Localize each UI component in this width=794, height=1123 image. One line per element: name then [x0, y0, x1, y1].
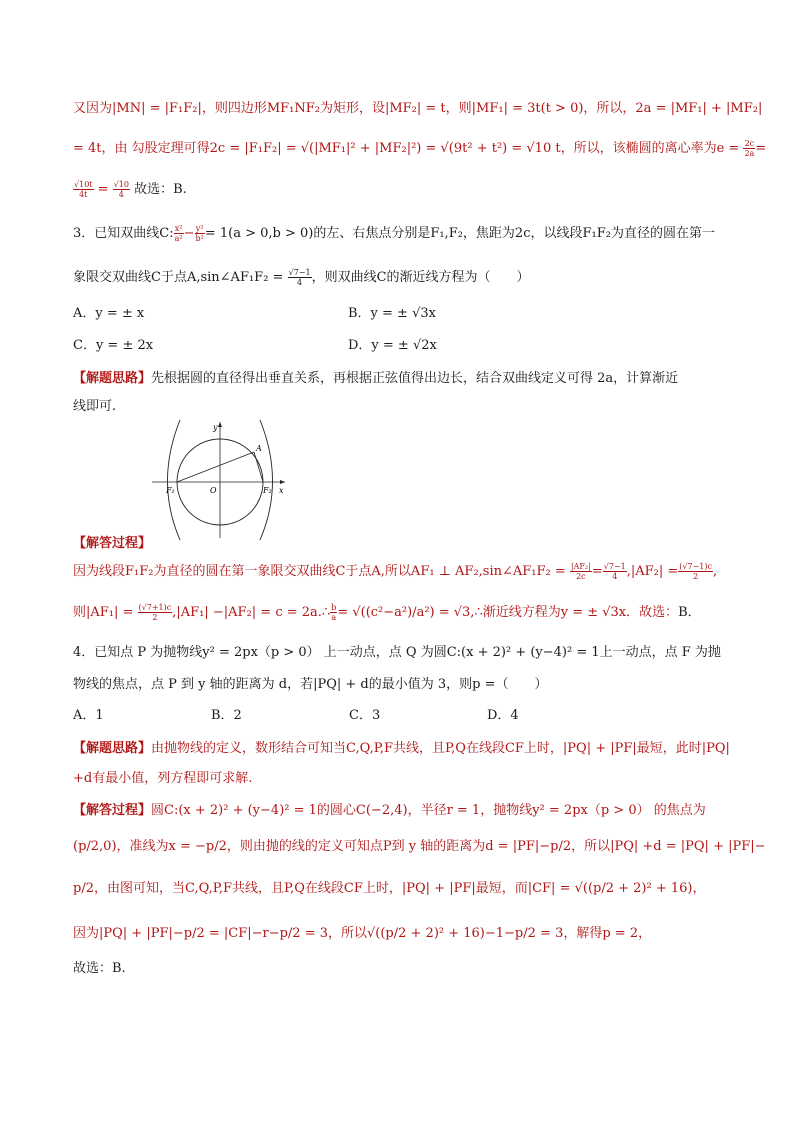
- eccentricity-fraction: [743, 139, 755, 158]
- sol-text: ,|AF₂| =: [626, 564, 679, 579]
- q3-option-a: A．y = ± x: [73, 306, 145, 321]
- q3-stem-2: [73, 268, 530, 287]
- frac-den: 4t: [79, 190, 88, 199]
- frac-den: 4: [297, 278, 303, 287]
- segment-F1A: [177, 452, 254, 482]
- q3-answer: B．: [678, 605, 701, 620]
- frac-af2-value: [678, 562, 713, 581]
- q3-analysis-line-2: 线即可.: [73, 399, 117, 414]
- q4-solution-line-2: (p/2,0)，准线为x = −p/2，则由抛的线的定义可知点P到 y 轴的距离为d = |PF|−p/2，所以|PQ| +d = |PQ| + |PF|−: [73, 839, 766, 854]
- hyperbola-circle-figure: [150, 418, 290, 540]
- analysis-label: 【解题思路】: [73, 741, 152, 756]
- q3-sin-fraction: [288, 268, 312, 287]
- segment-AF2: [254, 452, 263, 482]
- frac-den: 4: [118, 190, 124, 199]
- sol-text: = √((c²−a²)/a²) = √3,∴渐近线方程为y = ± √3x．故选：: [337, 605, 679, 620]
- frac-den: 2c: [576, 572, 586, 581]
- frac-sqrt10-4: [113, 180, 130, 199]
- p2-line-2: = 4t，由 勾股定理可得2c = |F₁F₂| = √(|MF₁|² + |MF₂|²) = √(9t² + t²) = √10 t，所以，该椭圆的离心率为e = $\frac{2c}{2a}$ =: [73, 139, 767, 158]
- analysis-label: 【解题思路】: [73, 371, 152, 386]
- frac-den: 2a: [744, 149, 755, 158]
- x-axis-arrow: [280, 480, 285, 484]
- q3-stem-suffix: = 1(a > 0,b > 0)的左、右焦点分别是F₁,F₂，焦距为2c，以线段F₁F₂为直径的圆在第一: [204, 226, 715, 241]
- frac-den: 2: [152, 613, 158, 622]
- sol-text: ,|AF₁| −|AF₂| = c = 2a.∴: [172, 605, 331, 620]
- frac-num: √10t: [74, 180, 93, 189]
- sol-text: 圆C:(x + 2)² + (y−4)² = 1的圆心C(−2,4)，半径r = 1，抛物线y² = 2px（p > 0） 的焦点为: [151, 803, 706, 818]
- frac-den: 2: [693, 572, 699, 581]
- frac-den: a: [331, 613, 337, 622]
- q3-stem-prefix: 3．已知双曲线C:: [73, 226, 174, 241]
- label-x: x: [279, 486, 284, 495]
- q3-frac-x: [174, 224, 184, 243]
- q3-frac-y: [195, 224, 205, 243]
- hyperbola-right-branch: [260, 420, 273, 540]
- frac-num: y²: [195, 224, 204, 233]
- q3-solution-line-2: [73, 603, 701, 622]
- frac-sqrt10t-4t: [73, 180, 94, 199]
- frac-num: x²: [174, 224, 183, 233]
- q3-analysis-line-1: [73, 370, 678, 388]
- q4-stem-2: 物线的焦点，点 P 到 y 轴的距离为 d，若|PQ| + d的最小值为 3，则p =（ ）: [73, 677, 548, 692]
- label-O: O: [210, 486, 217, 495]
- q4-analysis-line-2: +d有最小值，列方程即可求解.: [73, 771, 253, 786]
- frac-den: b²: [195, 234, 204, 243]
- label-F2: F₂: [263, 486, 272, 495]
- q4-analysis-line-1: [73, 740, 730, 758]
- q3-option-d: D．y = ± √2x: [348, 338, 437, 353]
- analysis-text: 由抛物线的定义，数形结合可知当C,Q,P,F共线，且P,Q在线段CF上时，|PQ| + |PF|最短，此时|PQ|: [151, 741, 730, 756]
- frac-num: |AF₂|: [570, 562, 591, 571]
- q4-stem-1: 4．已知点 P 为抛物线y² = 2px（p > 0） 上一动点，点 Q 为圆C:(x + 2)² + (y−4)² = 1上一动点，点 F 为抛: [73, 645, 721, 660]
- q3-option-b: B．y = ± √3x: [348, 306, 436, 321]
- q3-solution-label: 【解答过程】: [73, 536, 152, 551]
- sol-text: =: [591, 564, 603, 579]
- sol-text: 则|AF₁| =: [73, 605, 134, 620]
- label-A: A: [256, 444, 262, 453]
- p2-line-2-text: = 4t，由 勾股定理可得2c = |F₁F₂| = √(|MF₁|² + |MF₂|²) = √(9t² + t²) = √10 t，所以，该椭圆的离心率为e =: [73, 141, 740, 156]
- frac-num: b: [331, 603, 337, 612]
- sol-text: ,: [712, 564, 718, 579]
- frac-num: √10: [113, 180, 129, 189]
- p2-line-1: 又因为|MN| = |F₁F₂|，则四边形MF₁NF₂为矩形，设|MF₂| = t，则|MF₁| = 3t(t > 0)，所以，2a = |MF₁| + |MF₂|: [73, 101, 763, 116]
- q4-option-a: A．1: [73, 708, 104, 723]
- q3-stem-1: 3．已知双曲线C: $\frac{\text{x²}}{\text{a²}}$ − $\frac{\text{y²}}{\text{b²}}$ = 1(a > 0,b > 0)的左、右焦点分别是F₁,F₂，焦距为2c，以线段F₁F₂为直径的圆在第一: [73, 224, 715, 243]
- q3-solution-line-1: [73, 562, 717, 581]
- q4-option-d: D．4: [487, 708, 519, 723]
- p2-answer: 故选：B.: [134, 182, 187, 197]
- p2-line-3: $\frac{√10t}{4t}$ = $\frac{√10}{4}$ 故选：B.: [74, 180, 187, 199]
- hyperbola-left-branch: [168, 420, 181, 540]
- q4-solution-line-3: p/2，由图可知，当C,Q,P,F共线，且P,Q在线段CF上时，|PQ| + |PF|最短，而|CF| = √((p/2 + 2)² + 16)，: [73, 881, 706, 896]
- label-y: y: [213, 423, 218, 432]
- frac-num: √7−1: [288, 268, 311, 277]
- frac-af2-2c: [570, 562, 592, 581]
- q4-solution-line-1: [73, 802, 706, 820]
- frac-num: √7−1: [603, 562, 626, 571]
- label-F1: F₁: [166, 486, 175, 495]
- frac-sqrt7-1-4: [603, 562, 627, 581]
- frac-den: a²: [174, 234, 183, 243]
- q4-option-c: C．3: [349, 708, 381, 723]
- q3-stem2-prefix: 象限交双曲线C于点A,sin∠AF₁F₂ =: [73, 270, 284, 285]
- sol-text: 因为线段F₁F₂为直径的圆在第一象限交双曲线C于点A,所以AF₁ ⊥ AF₂,sin∠AF₁F₂ =: [73, 564, 566, 579]
- frac-num: 2c: [744, 139, 755, 148]
- frac-num: (√7+1)c: [138, 603, 172, 612]
- y-axis-arrow: [218, 422, 222, 427]
- frac-af1-value: [138, 603, 173, 622]
- frac-num: (√7−1)c: [679, 562, 712, 571]
- q3-stem2-suffix: ，则双曲线C的渐近线方程为（ ）: [311, 270, 530, 285]
- solution-label: 【解答过程】: [73, 803, 152, 818]
- analysis-text: 先根据圆的直径得出垂直关系，再根据正弦值得出边长，结合双曲线定义可得 2a，计算渐近: [151, 371, 679, 386]
- q4-solution-line-4: 因为|PQ| + |PF|−p/2 = |CF|−r−p/2 = 3，所以√((p/2 + 2)² + 16)−1−p/2 = 3，解得p = 2，: [73, 926, 652, 941]
- q4-option-b: B．2: [211, 708, 242, 723]
- frac-den: 4: [612, 572, 618, 581]
- q4-solution-line-5: 故选：B.: [73, 961, 126, 976]
- q3-option-c: C．y = ± 2x: [73, 338, 154, 353]
